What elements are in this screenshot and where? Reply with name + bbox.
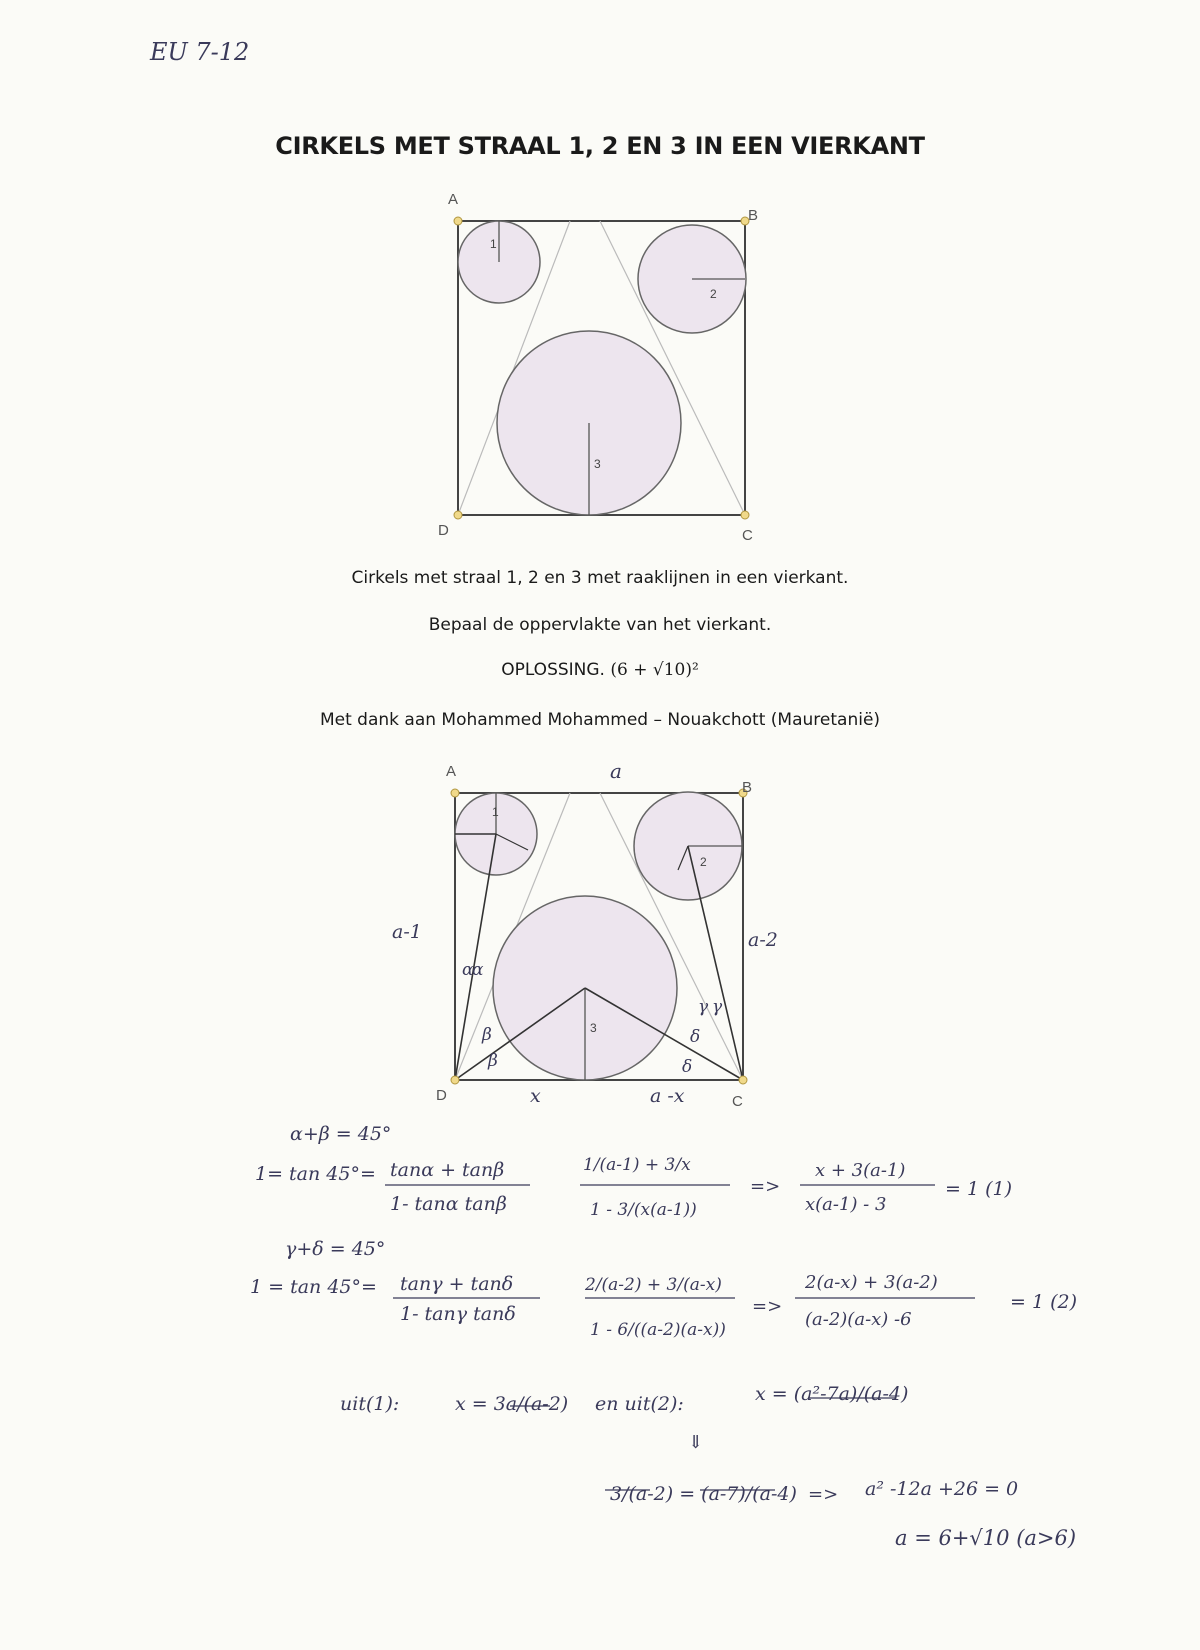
eq2-numerator: tanγ + tanδ xyxy=(400,1273,514,1295)
fig2-side-top: a xyxy=(610,759,622,783)
eq2-arrow: => xyxy=(752,1296,783,1317)
beta-label-2: β xyxy=(488,1051,498,1071)
delta-label-2: δ xyxy=(682,1057,693,1077)
down-arrow: ⇓ xyxy=(688,1432,704,1453)
eq1-result-label: = 1 (1) xyxy=(945,1178,1013,1200)
fig2-radius-2: 2 xyxy=(700,855,707,869)
alpha-label: α xyxy=(462,960,474,980)
x-from-eq1: x = 3a/(a-2) xyxy=(455,1393,569,1415)
eq2-lhs: 1 = tan 45°= xyxy=(250,1276,377,1298)
problem-statement: Cirkels met straal 1, 2 en 3 met raaklijnen in een vierkant. xyxy=(351,568,849,588)
en-uit-2-label: en uit(2): xyxy=(595,1393,684,1415)
eq1-denominator: 1- tanα tanβ xyxy=(390,1193,507,1215)
eq2-mid-denominator: 1 - 6/((a-2)(a-x)) xyxy=(590,1320,726,1340)
eq1-lhs: 1= tan 45°= xyxy=(255,1163,376,1185)
fig2-bottom-right: a -x xyxy=(650,1085,685,1107)
eq1-mid-denominator: 1 - 3/(x(a-1)) xyxy=(590,1200,697,1220)
uit-1-label: uit(1): xyxy=(340,1393,400,1415)
fig2-radius-3: 3 xyxy=(590,1021,597,1035)
eq2-denominator: 1- tanγ tanδ xyxy=(400,1303,516,1325)
solution-value: (6 + √10)² xyxy=(610,660,699,680)
eq1-result-numerator: x + 3(a-1) xyxy=(815,1160,906,1181)
page-title: CIRKELS MET STRAAL 1, 2 EN 3 IN EEN VIERKANT xyxy=(275,132,925,160)
beta-label: β xyxy=(482,1025,492,1045)
eq2-result-numerator: 2(a-x) + 3(a-2) xyxy=(805,1272,938,1293)
eq1-mid-numerator: 1/(a-1) + 3/x xyxy=(583,1155,691,1175)
gamma-label: γ xyxy=(698,997,709,1017)
quadratic-equation: a² -12a +26 = 0 xyxy=(865,1478,1019,1500)
fig2-radius-1: 1 xyxy=(492,805,499,819)
fig1-radius-1: 1 xyxy=(490,237,497,251)
fig2-vertex-b: B xyxy=(742,779,753,796)
problem-question: Bepaal de oppervlakte van het vierkant. xyxy=(428,615,772,635)
eq2-result-denominator: (a-2)(a-x) -6 xyxy=(805,1309,912,1330)
acknowledgement: Met dank aan Mohammed Mohammed – Nouakchott (Mauretanië) xyxy=(319,710,881,730)
fig1-vertex-a: A xyxy=(448,191,459,208)
fig1-vertex-d: D xyxy=(438,522,449,539)
solution-label: OPLOSSING. xyxy=(501,660,605,680)
eq2-result-label: = 1 (2) xyxy=(1010,1291,1078,1313)
fig1-vertex-c: C xyxy=(742,527,753,544)
fig2-side-left: a-1 xyxy=(392,921,422,943)
eq2-mid-numerator: 2/(a-2) + 3/(a-x) xyxy=(585,1275,722,1295)
gamma-label-2: γ xyxy=(712,997,723,1017)
fig2-vertex-a: A xyxy=(446,763,457,780)
x-from-eq2: x = (a²-7a)/(a-4) xyxy=(755,1383,909,1405)
fig1-vertex-b: B xyxy=(748,207,759,224)
fig2-vertex-c: C xyxy=(732,1093,743,1110)
final-equation: 3/(a-2) = (a-7)/(a-4) xyxy=(610,1483,797,1505)
fig2-side-right: a-2 xyxy=(748,929,778,951)
eq1-numerator: tanα + tanβ xyxy=(390,1159,505,1181)
fig2-vertex-d: D xyxy=(436,1087,447,1104)
eq1-arrow: => xyxy=(750,1176,781,1197)
fig1-radius-2: 2 xyxy=(710,287,717,301)
delta-label: δ xyxy=(690,1027,701,1047)
final-answer: a = 6+√10 (a>6) xyxy=(895,1526,1077,1550)
eq2-sum: γ+δ = 45° xyxy=(285,1238,386,1260)
corner-note: EU 7-12 xyxy=(150,38,250,66)
eq1-sum: α+β = 45° xyxy=(290,1123,392,1145)
final-arrow: => xyxy=(808,1484,839,1505)
alpha-label-2: α xyxy=(472,960,484,980)
fig1-radius-3: 3 xyxy=(594,457,601,471)
fig2-bottom-left: x xyxy=(530,1085,541,1107)
eq1-result-denominator: x(a-1) - 3 xyxy=(805,1194,887,1215)
